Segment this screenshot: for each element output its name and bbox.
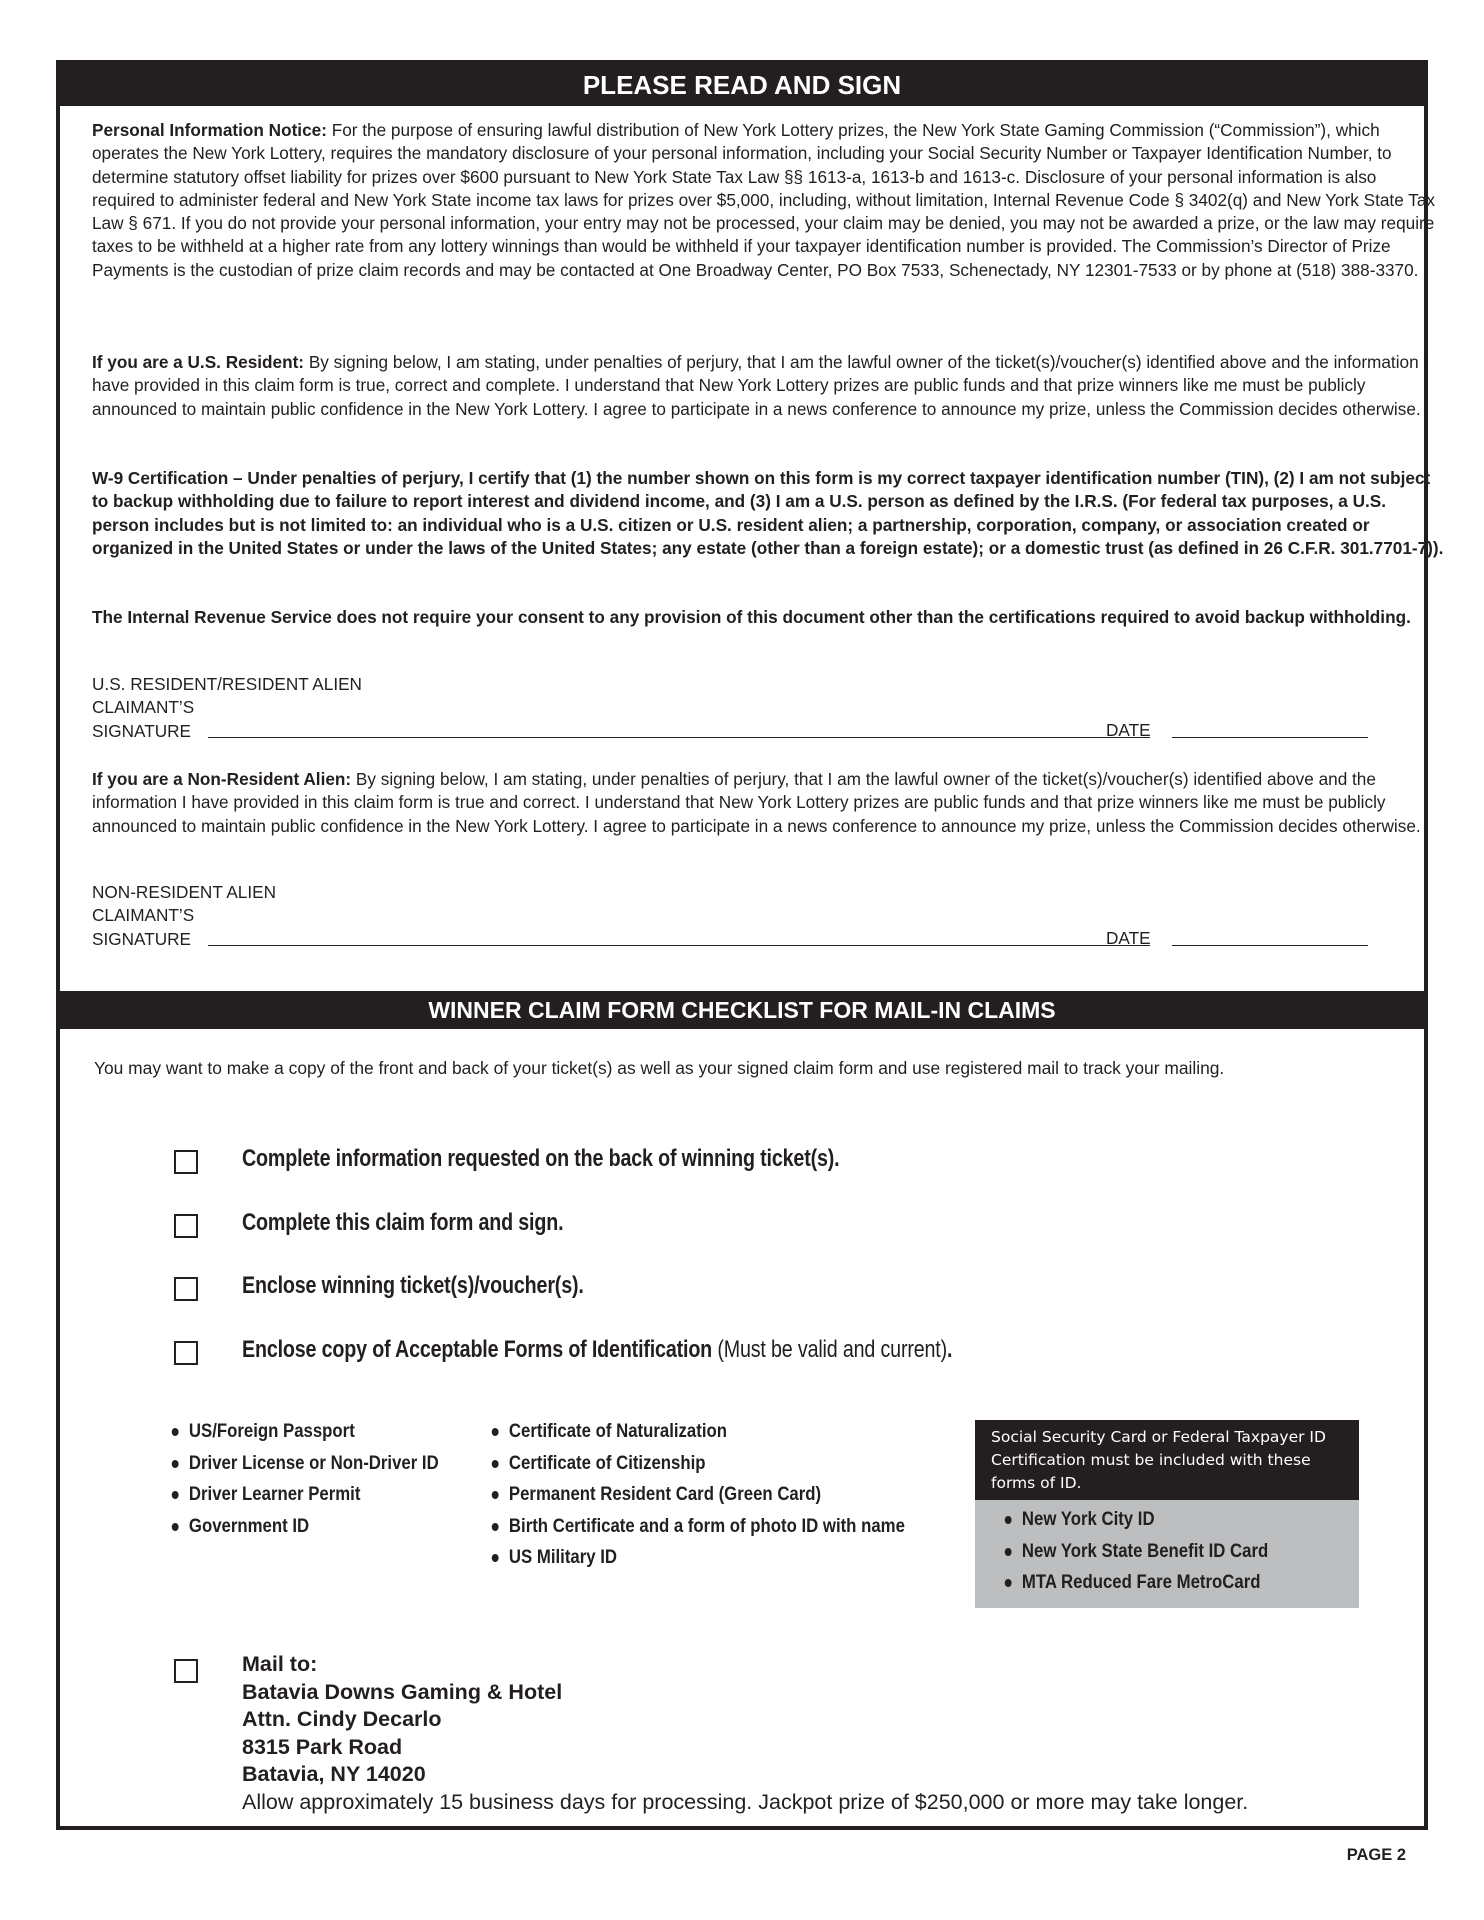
checkbox[interactable] [174,1341,198,1365]
ssn-requirement-list [975,1500,1359,1608]
ssn-requirement-heading: Social Security Card or Federal Taxpayer ID Certification must be included with these forms of ID. [975,1420,1359,1500]
id-option: New York State Benefit ID Card [1003,1536,1309,1568]
nr-date-line[interactable] [1172,945,1368,946]
checkbox[interactable] [174,1150,198,1174]
nr-signature-line[interactable] [208,945,1150,946]
non-resident-label: If you are a Non-Resident Alien: [92,769,352,789]
notice-label: Personal Information Notice: [92,120,327,140]
mail-address [242,1651,1248,1816]
checkbox[interactable] [174,1214,198,1238]
mail-label: Mail to: [242,1652,318,1676]
us-signature-label-line1: U.S. RESIDENT/RESIDENT ALIEN [92,674,362,694]
page-number: PAGE 2 [1346,1846,1406,1864]
checklist-item-label: Complete this claim form and sign. [242,1209,564,1236]
id-option: Certificate of Naturalization [490,1416,905,1448]
us-resident-statement [92,351,1442,421]
non-resident-statement [92,768,1442,838]
checklist-item-label: Complete information requested on the back of winning ticket(s). [242,1145,840,1172]
nr-signature-label-line3: SIGNATURE [92,928,191,949]
id-validity-note: (Must be valid and current) [712,1336,947,1363]
checklist-intro: You may want to make a copy of the front and back of your ticket(s) as well as your signed claim form and use registered mail to track your mailing. [94,1058,1225,1078]
nr-signature-label-line2: CLAIMANT’S [92,905,195,926]
w9-certification: W-9 Certification – Under penalties of perjury, I certify that (1) the number shown on this form is my correct taxpayer identification number (TIN), (2) I am not subject to backup withholding due to failure to report interest and dividend income, and (3) I am a U.S. person as defined by the I.R.S. (For federal tax purposes, a U.S. person includes but is not limited to: an individual who is a U.S. citizen or U.S. resident alien; a partnership, corporation, company, or association created or organized in the United States or under the laws of the United States; any estate (other than a foreign estate); or a domestic trust (as defined in 26 C.F.R. 301.7701-7)). [92,468,1444,558]
us-resident-label: If you are a U.S. Resident: [92,352,305,372]
irs-consent-statement: The Internal Revenue Service does not require your consent to any provision of this document other than the certifications required to avoid backup withholding. [92,607,1411,627]
ssn-requirement-box [975,1420,1359,1608]
id-option: Certificate of Citizenship [490,1448,905,1480]
checklist-item-label: Enclose winning ticket(s)/voucher(s). [242,1272,584,1299]
id-list-column-1 [170,1416,482,1542]
id-option: New York City ID [1003,1504,1309,1536]
id-list-column-2 [490,1416,972,1574]
personal-information-notice [92,119,1442,282]
us-date-line[interactable] [1172,737,1368,738]
id-item-period: . [946,1336,953,1363]
nr-date-label: DATE [1106,928,1151,948]
id-option: Birth Certificate and a form of photo ID with name [490,1511,905,1543]
id-option: US Military ID [490,1542,905,1574]
notice-text: For the purpose of ensuring lawful distribution of New York Lottery prizes, the New York State Gaming Commission (“Commission”), which operates the New York Lottery, requires the mandatory disclosure of your personal information, including your Social Security Number or Taxpayer Identification Number, to determine statutory offset liability for prizes over $600 pursuant to New York State Tax Law §§ 1613-a, 1613-b and 1613-c. Disclosure of your personal information is also required to administer federal and New York State income tax laws for prizes over $5,000, including, without limitation, Internal Revenue Code § 3402(q) and New York State Tax Law § 671. If you do not provide your personal information, your entry may not be processed, your claim may be denied, you may not be awarded a prize, or the law may require taxes to be withheld at a higher rate from any lottery winnings than would be withheld if your taxpayer identification number is provided. The Commission’s Director of Prize Payments is the custodian of prize claim records and may be contacted at One Broadway Center, PO Box 7533, Schenectady, NY 12301-7533 or by phone at (518) 388-3370. [92,120,1435,280]
non-resident-text: By signing below, I am stating, under penalties of perjury, that I am the lawful owner of the ticket(s)/voucher(s) identified above and the information I have provided in this claim form is true and correct. I understand that New York Lottery prizes are public funds and that prize winners like me must be publicly announced to maintain public confidence in the New York Lottery. I agree to participate in a news conference to announce my prize, unless the Commission decides otherwise. [92,769,1421,836]
id-option: Driver License or Non-Driver ID [170,1448,439,1480]
us-date-label: DATE [1106,720,1151,740]
non-resident-signature-block [92,881,276,951]
checklist-title: WINNER CLAIM FORM CHECKLIST FOR MAIL-IN CLAIMS [60,991,1424,1029]
id-option: Permanent Resident Card (Green Card) [490,1479,905,1511]
claim-form-frame [56,60,1444,1830]
id-option: Government ID [170,1511,439,1543]
mail-attention: Attn. Cindy Decarlo [242,1707,442,1731]
checklist-item-label [242,1336,952,1364]
id-option: US/Foreign Passport [170,1416,439,1448]
us-signature-label-line3: SIGNATURE [92,720,191,741]
id-option: MTA Reduced Fare MetroCard [1003,1567,1309,1599]
us-signature-label-line2: CLAIMANT’S [92,697,195,718]
checkbox[interactable] [174,1277,198,1301]
checkbox[interactable] [174,1659,198,1683]
id-item-label: Enclose copy of Acceptable Forms of Identification [242,1336,713,1363]
us-resident-text: By signing below, I am stating, under penalties of perjury, that I am the lawful owner of the ticket(s)/voucher(s) identified above and the information I have provided in this claim form is true, correct and complete. I understand that New York Lottery prizes are public funds and that prize winners like me must be publicly announced to maintain public confidence in the New York Lottery. I agree to participate in a news conference to announce my prize, unless the Commission decides otherwise. [92,352,1429,419]
page-title: PLEASE READ AND SIGN [60,64,1424,106]
id-option: Driver Learner Permit [170,1479,439,1511]
us-signature-block [92,673,362,743]
nr-signature-label-line1: NON-RESIDENT ALIEN [92,882,277,902]
processing-note: Allow approximately 15 business days for processing. Jackpot prize of $250,000 or more may take longer. [242,1789,1249,1814]
mail-street: 8315 Park Road [242,1734,403,1759]
mail-city: Batavia, NY 14020 [242,1762,426,1786]
mail-recipient: Batavia Downs Gaming & Hotel [242,1679,563,1704]
us-signature-line[interactable] [208,737,1150,738]
